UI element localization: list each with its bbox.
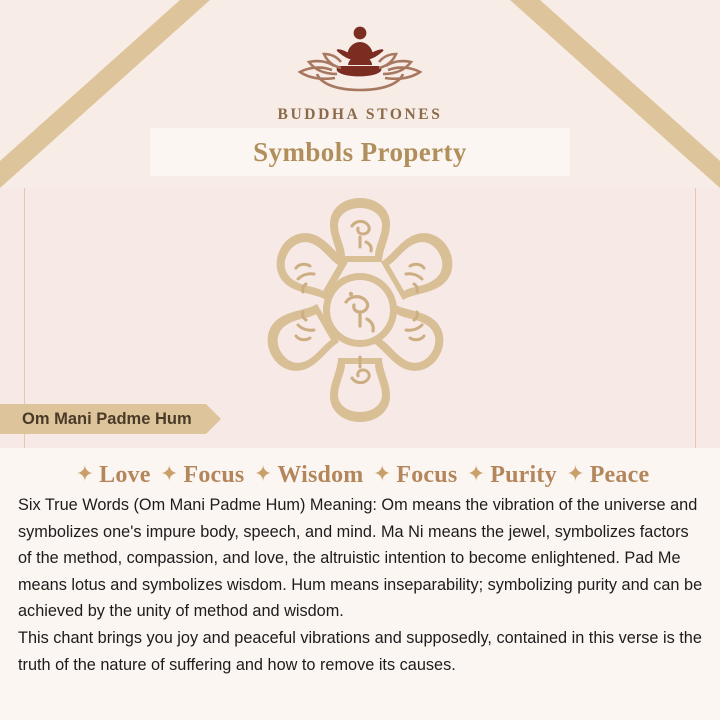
- title-plate: [150, 128, 570, 176]
- keyword-1: Focus: [183, 462, 245, 488]
- lotus-meditation-icon: [285, 18, 435, 102]
- keyword-4: Purity: [490, 462, 557, 488]
- star-icon: ✦: [372, 461, 392, 486]
- keyword-list: [0, 462, 720, 489]
- page-title: Symbols Property: [253, 136, 467, 167]
- keyword-0: Love: [99, 462, 151, 488]
- mandala-illustration: [0, 190, 720, 435]
- brand-logo: [0, 18, 720, 124]
- keyword-5: Peace: [589, 462, 650, 488]
- star-icon: ✦: [160, 461, 179, 486]
- star-icon: ✦: [75, 461, 95, 486]
- star-icon: ✦: [466, 461, 486, 486]
- ribbon-label: [0, 404, 206, 434]
- keyword-3: Focus: [396, 462, 458, 488]
- description-text: [18, 492, 706, 678]
- brand-name: BUDDHA STONES: [277, 106, 443, 123]
- star-icon: ✦: [566, 461, 585, 486]
- star-icon: ✦: [253, 461, 273, 486]
- ribbon-text: Om Mani Padme Hum: [22, 409, 192, 428]
- paragraph-1: Six True Words (Om Mani Padme Hum) Meaning: Om means the vibration of the universe and symbolizes one's impure body, speech, and mind. Ma Ni means the jewel, symbolizes factors of the method, compassion, and love, the altruistic intention to become enlightened. Pad Me means lotus and symbolizes wisdom. Hum means inseparability; symbolizing purity and can be achieved by the unity of method and wisdom.: [18, 496, 703, 621]
- paragraph-2: This chant brings you joy and peaceful vibrations and supposedly, contained in this verse is the truth of the nature of suffering and how to remove its causes.: [18, 628, 702, 674]
- keyword-2: Wisdom: [277, 462, 364, 488]
- om-mani-padme-hum-lotus-mandala-icon: [234, 190, 486, 430]
